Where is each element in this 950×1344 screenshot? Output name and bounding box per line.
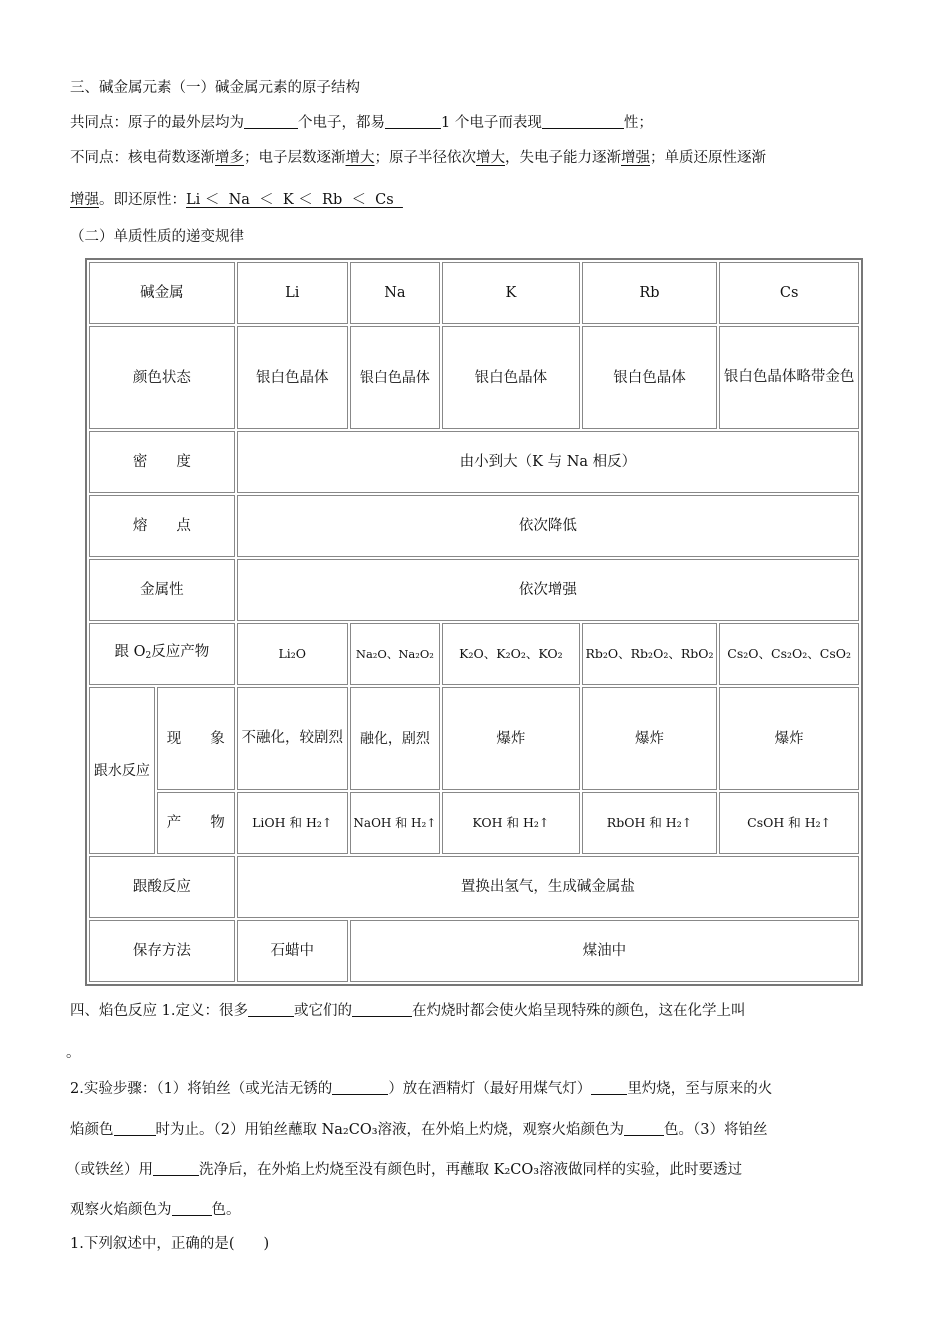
- flame-test-definition: 四、焰色反应 1.定义：很多 或它们的 在灼烧时都会使火焰呈现特殊的颜色，这在化学上叫: [70, 1003, 746, 1019]
- steps-line-2: 焰颜色 时为止。（2）用铂丝蘸取 Na₂CO₃溶液，在外焰上灼烧，观察火焰颜色为 色。（3）将铂丝: [70, 1122, 768, 1138]
- blank[interactable]: [332, 1080, 388, 1095]
- header-cell: Li: [237, 262, 348, 324]
- table-row: [89, 559, 859, 621]
- table-cell: 由小到大（K 与 Na 相反）: [237, 431, 859, 493]
- blank[interactable]: [153, 1161, 199, 1176]
- differences-line: 不同点：核电荷数逐渐增多；电子层数逐渐增大；原子半径依次增大，失电子能力逐渐增强；单质还原性逐渐: [70, 150, 766, 166]
- table-cell: 爆炸: [582, 687, 718, 790]
- row-sublabel: 产 物: [157, 792, 235, 854]
- header-cell: 碱金属: [89, 262, 235, 324]
- table-cell: 银白色晶体: [582, 326, 718, 429]
- table-row: [89, 431, 859, 493]
- reducing-order-line: 增强。即还原性：Li ＜ Na ＜ K ＜ Rb ＜ Cs: [70, 192, 403, 208]
- table-cell: Cs₂O、Cs₂O₂、CsO₂: [719, 623, 859, 685]
- table-row: [89, 856, 859, 918]
- blank[interactable]: [624, 1121, 664, 1136]
- header-cell: K: [442, 262, 580, 324]
- row-label: 颜色状态: [89, 326, 235, 429]
- table-cell: 银白色晶体: [442, 326, 580, 429]
- table-row: [89, 920, 859, 982]
- table-cell: 爆炸: [442, 687, 580, 790]
- row-label: 熔 点: [89, 495, 235, 557]
- blank[interactable]: [385, 114, 441, 129]
- table-cell: 石蜡中: [237, 920, 348, 982]
- table-cell: K₂O、K₂O₂、KO₂: [442, 623, 580, 685]
- question-1: 1.下列叙述中，正确的是( ): [70, 1236, 270, 1252]
- table-cell: 银白色晶体: [350, 326, 440, 429]
- alkali-metal-table: [85, 258, 863, 986]
- table-row: [89, 262, 859, 324]
- table-cell: 融化，剧烈: [350, 687, 440, 790]
- table-cell: Na₂O、Na₂O₂: [350, 623, 440, 685]
- table-row: [89, 792, 859, 854]
- table-cell: CsOH 和 H₂↑: [719, 792, 859, 854]
- table-cell: 依次增强: [237, 559, 859, 621]
- table-cell: RbOH 和 H₂↑: [582, 792, 718, 854]
- common-points-line: 共同点：原子的最外层均为 个电子，都易 1 个电子而表现 性；: [70, 115, 653, 131]
- blank[interactable]: [114, 1121, 156, 1136]
- blank[interactable]: [591, 1080, 627, 1095]
- header-cell: Na: [350, 262, 440, 324]
- row-label: 保存方法: [89, 920, 235, 982]
- section-3-heading: 三、碱金属元素（一）碱金属元素的原子结构: [70, 80, 360, 96]
- table-cell: 爆炸: [719, 687, 859, 790]
- header-cell: Cs: [719, 262, 859, 324]
- row-label: 跟水反应: [89, 687, 155, 854]
- row-label: 金属性: [89, 559, 235, 621]
- table-row: [89, 326, 859, 429]
- table-cell: LiOH 和 H₂↑: [237, 792, 348, 854]
- table-cell: 不融化，较剧烈: [237, 687, 348, 790]
- blank[interactable]: [248, 1002, 294, 1017]
- table-row: [89, 687, 859, 790]
- table-cell: 置换出氢气，生成碱金属盐: [237, 856, 859, 918]
- row-label: 密 度: [89, 431, 235, 493]
- table-cell: Rb₂O、Rb₂O₂、RbO₂: [582, 623, 718, 685]
- steps-line-4: 观察火焰颜色为 色。: [70, 1202, 241, 1218]
- blank[interactable]: [172, 1201, 212, 1216]
- table-cell: 煤油中: [350, 920, 859, 982]
- table-cell: 银白色晶体: [237, 326, 348, 429]
- steps-line-1: 2.实验步骤：（1）将铂丝（或光洁无锈的 ）放在酒精灯（最好用煤气灯） 里灼烧，至与原来的火: [70, 1081, 773, 1097]
- row-label: 跟酸反应: [89, 856, 235, 918]
- blank[interactable]: [352, 1002, 412, 1017]
- steps-line-3: （或铁丝）用 洗净后，在外焰上灼烧至没有颜色时，再蘸取 K₂CO₃溶液做同样的实验，此时要透过: [66, 1162, 743, 1178]
- table-cell: 银白色晶体略带金色: [719, 326, 859, 429]
- table-row: [89, 623, 859, 685]
- sub-heading: （二）单质性质的递变规律: [70, 229, 244, 245]
- row-sublabel: 现 象: [157, 687, 235, 790]
- table-cell: 依次降低: [237, 495, 859, 557]
- blank[interactable]: [244, 114, 298, 129]
- table-cell: Li₂O: [237, 623, 348, 685]
- table-cell: KOH 和 H₂↑: [442, 792, 580, 854]
- header-cell: Rb: [582, 262, 718, 324]
- definition-end: 。: [66, 1045, 81, 1061]
- row-label: 跟 $O_2$反应产物: [89, 623, 235, 685]
- table-row: [89, 495, 859, 557]
- blank[interactable]: [542, 114, 624, 129]
- table-cell: NaOH 和 H₂↑: [350, 792, 440, 854]
